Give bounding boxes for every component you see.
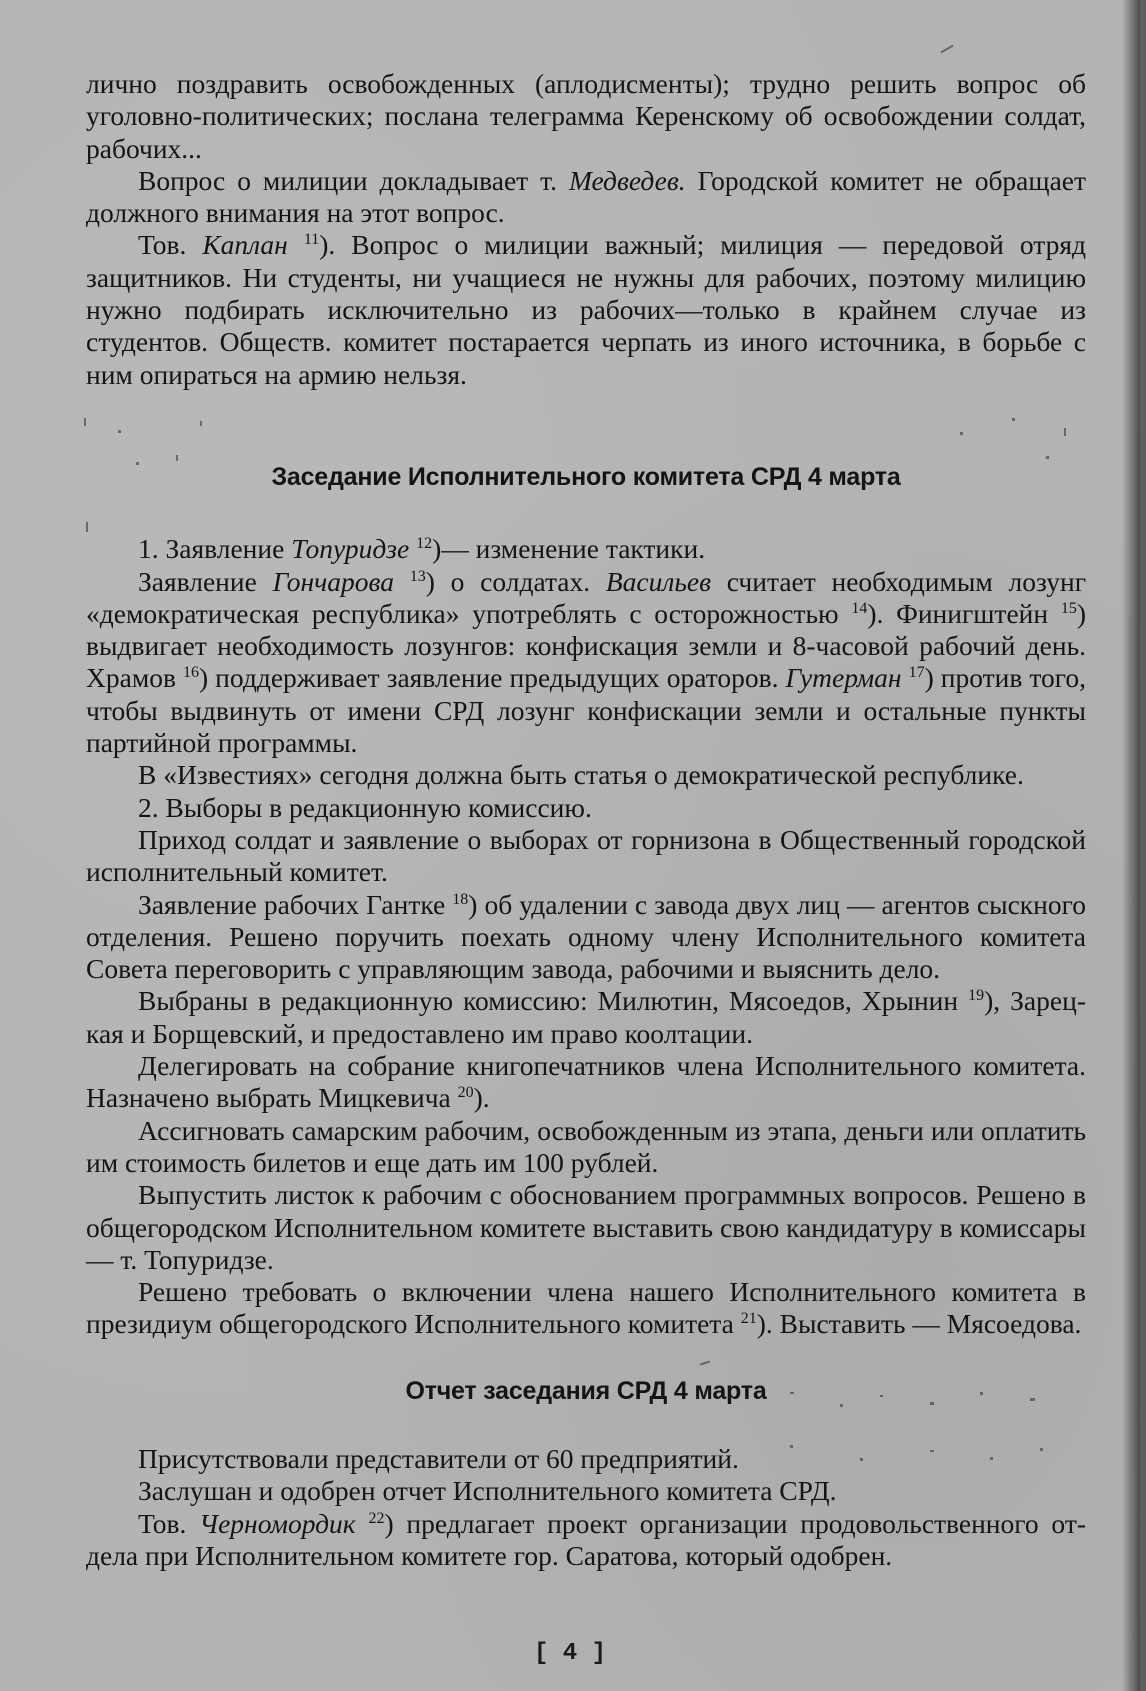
page-number: [ 4 ] [533,1640,606,1667]
text: ) о солдатах. [425,565,606,597]
paragraph-text: Присутствовали представители от 60 предприятий. [138,1442,739,1474]
text: ) предлагает проект организации продовольственного отдела при Исполнительном комитете гор. Саратова, который одобрен. [86,1507,1087,1571]
person-name: Васильев [605,565,712,597]
text: ). Выставить — Мясоедова. [756,1308,1082,1340]
footnote-ref: 15 [1060,599,1077,617]
footnote-ref: 16 [182,664,199,682]
section-heading: Заседание Исполнительного комитета СРД 4 марта [271,462,901,491]
document-body [86,68,1086,1572]
paragraph [86,1115,1086,1180]
paragraph [86,566,1086,760]
person-name: Черномордик [199,1507,356,1539]
footnote-ref: 13 [409,567,426,585]
text: Заявление рабочих Гантке [138,888,453,920]
paragraph-text: В «Известиях» сегодня должна быть статья о демократической республике. [138,759,1024,791]
text: ), Зарецкая и Борщевский, и предоставлено им право коолтации. [86,985,1086,1049]
text: Тов. [138,229,203,261]
text: Выбраны в редакционную комиссию: Милютин, Мясоедов, Хрынин [138,985,969,1017]
text: ) поддерживает заявление предыдущих ораторов. [198,662,786,694]
text: ). [473,1082,490,1114]
paragraph [86,68,1086,165]
paragraph [86,1179,1086,1276]
paragraph-text: 2. Выборы в редакционную комиссию. [138,791,592,823]
person-name: Гутерман [785,662,902,694]
person-name: Каплан [202,229,288,261]
footnote-ref: 22 [368,1509,385,1527]
text: 1. Заявление [138,533,292,565]
person-name: Топуридзе [291,533,410,565]
paragraph [86,1508,1086,1573]
paragraph [86,1475,1086,1507]
paragraph-text: Заслушан и одобрен отчет Исполнительного комитета СРД. [138,1475,837,1507]
text: считает необходимым лозунг «демократическая республика» употреблять с осторожностью [86,565,1086,629]
person-name: Медведев. [569,164,686,196]
footnote-ref: 11 [303,231,320,249]
text: ) выдвигает необходимость лозунгов: конфискация земли и 8-часовой рабочий день. Храмов [86,597,1086,694]
footnote-ref: 18 [452,890,469,908]
text: Делегировать на собрание книгопечатников члена Исполнительного комитета. Назначено выбрать Мицкевича [86,1050,1086,1114]
text: Заявление [138,565,273,597]
text: ). Финигштейн [867,597,1061,629]
person-name: Гончарова [272,565,395,597]
section-heading: Отчет заседания СРД 4 марта [405,1376,767,1405]
text: Решено требовать о включении члена нашего Исполнительного комитета в президиум общегородского Исполнительного комитета [86,1276,1086,1340]
text: ). Вопрос о милиции важный; милиция — передовой отряд защитников. Ни студенты, ни учащиеся не нужны для рабочих, поэтому милицию нужно подбирать исключительно из рабочих—только в крайнем случае из студентов. Обществ. комитет постарается черпать из иного источника, в борьбе с ним опираться на армию нельзя. [86,229,1087,390]
paragraph [86,985,1086,1050]
footnote-ref: 17 [908,664,925,682]
page-edge-shadow [1122,0,1140,1691]
paragraph [86,792,1086,824]
paragraph [86,824,1086,889]
text: Тов. [138,1507,200,1539]
paragraph-text: Ассигновать самарским рабочим, освобожденным из этапа, деньги или оплатить им стоимость билетов и еще дать им 100 рублей. [86,1114,1086,1178]
paragraph-text: Выпустить листок к рабочим с обоснованием программных вопросов. Решено в общегородском Исполнительном комитете выставить свою кандидатуру в комиссары — т. Топуридзе. [86,1179,1086,1275]
text: ) против того, чтобы выдвинуть от имени СРД лозунг конфискации земли и остальные пункты партийной программы. [86,662,1087,759]
paragraph [86,1050,1086,1115]
paragraph-text: Приход солдат и заявление о выборах от горнизона в Общественный городской исполнительный комитет. [86,823,1086,888]
footnote-ref: 12 [416,535,433,553]
paragraph [86,1443,1086,1475]
paragraph [86,889,1086,986]
footnote-ref: 21 [740,1310,757,1328]
text: ) об удалении с завода двух лиц — агентов сыскного отделения. Решено поручить поехать одному члену Исполнительного комитета Совета переговорить с управляющим завода, рабочими и выяснить дело. [86,888,1086,985]
text: Вопрос о милиции докладывает т. [138,164,569,196]
text: Городской комитет не обращает должного внимания на этот вопрос. [86,164,1086,229]
paragraph [86,165,1086,230]
paragraph [86,229,1086,390]
footnote-ref: 14 [851,599,868,617]
paragraph [86,533,1086,565]
footnote-ref: 20 [457,1084,474,1102]
footnote-ref: 19 [968,987,985,1005]
paragraph-text: лично поздравить освобожденных (аплодисменты); трудно решить вопрос об уголовно-политических; послана телеграмма Керенскому об освобождении солдат, рабочих... [86,68,1086,164]
paragraph [86,759,1086,791]
text: )— изменение тактики. [432,533,706,565]
paragraph [86,1276,1086,1341]
